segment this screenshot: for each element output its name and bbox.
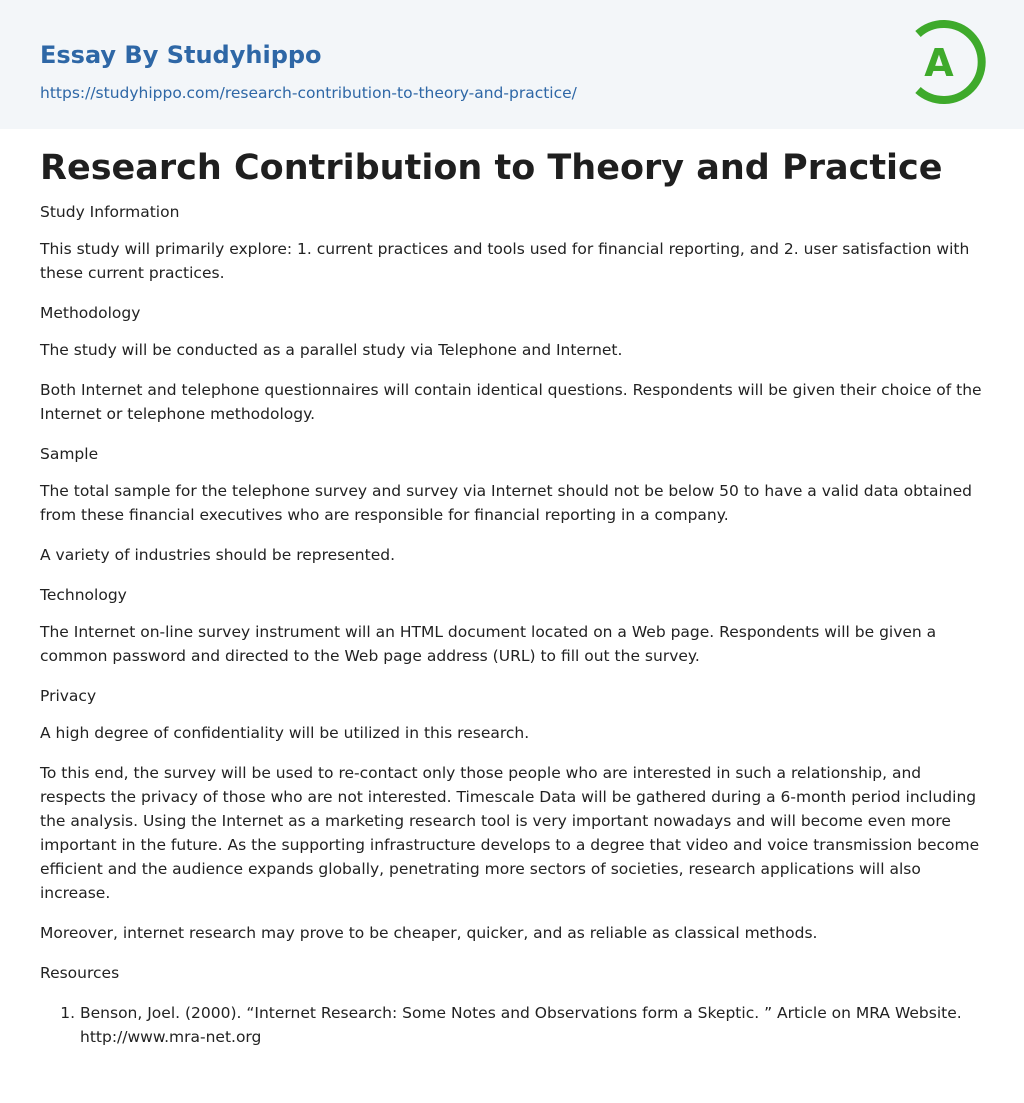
studyhippo-logo-icon[interactable] xyxy=(908,18,988,106)
reference-item: 1. Benson, Joel. (2000). “Internet Research: Some Notes and Observations form a Skeptic. ” Article on MRA Website. http://www.mra-net.org xyxy=(80,1001,985,1049)
section-heading-privacy: Privacy xyxy=(40,687,97,705)
paragraph: A variety of industries should be represented. xyxy=(40,546,395,564)
page-url-link[interactable]: https://studyhippo.com/research-contribution-to-theory-and-practice/ xyxy=(40,84,577,102)
paragraph: The Internet on-line survey instrument will an HTML document located on a Web page. Respondents will be given a common password and directed to the Web page address (URL) to fill out the survey. xyxy=(40,623,937,665)
section-heading-resources: Resources xyxy=(40,964,120,982)
paragraph: The study will be conducted as a parallel study via Telephone and Internet. xyxy=(40,341,623,359)
paragraph: The total sample for the telephone survey and survey via Internet should not be below 50 to have a valid data obtained from these financial executives who are responsible for financial reporting in a company. xyxy=(40,482,972,524)
section-heading-technology: Technology xyxy=(40,586,127,604)
references-list xyxy=(40,1001,985,1049)
section-heading-sample: Sample xyxy=(40,445,99,463)
paragraph: Both Internet and telephone questionnaires will contain identical questions. Respondents will be given their choice of the Internet or telephone methodology. xyxy=(40,381,982,423)
paragraph: Moreover, internet research may prove to be cheaper, quicker, and as reliable as classical methods. xyxy=(40,924,818,942)
paragraph: A high degree of confidentiality will be utilized in this research. xyxy=(40,724,530,742)
site-header xyxy=(0,0,1024,129)
section-heading-methodology: Methodology xyxy=(40,304,141,322)
article xyxy=(40,145,985,1049)
section-heading-study-information: Study Information xyxy=(40,203,180,221)
site-brand[interactable]: Essay By Studyhippo xyxy=(40,41,322,69)
paragraph: This study will primarily explore: 1. current practices and tools used for financial reporting, and 2. user satisfaction with these current practices. xyxy=(40,240,970,282)
paragraph: To this end, the survey will be used to re-contact only those people who are interested in such a relationship, and respects the privacy of those who are not interested. Timescale Data will be gathered during a 6-month period including the analysis. Using the Internet as a marketing research tool is very important nowadays and will become even more important in the future. As the supporting infrastructure develops to a degree that video and voice transmission become efficient and the audience expands globally, penetrating more sectors of societies, research applications will also increase. xyxy=(40,764,980,902)
page-title: Research Contribution to Theory and Practice xyxy=(40,148,943,188)
logo-letter: A xyxy=(924,41,954,85)
